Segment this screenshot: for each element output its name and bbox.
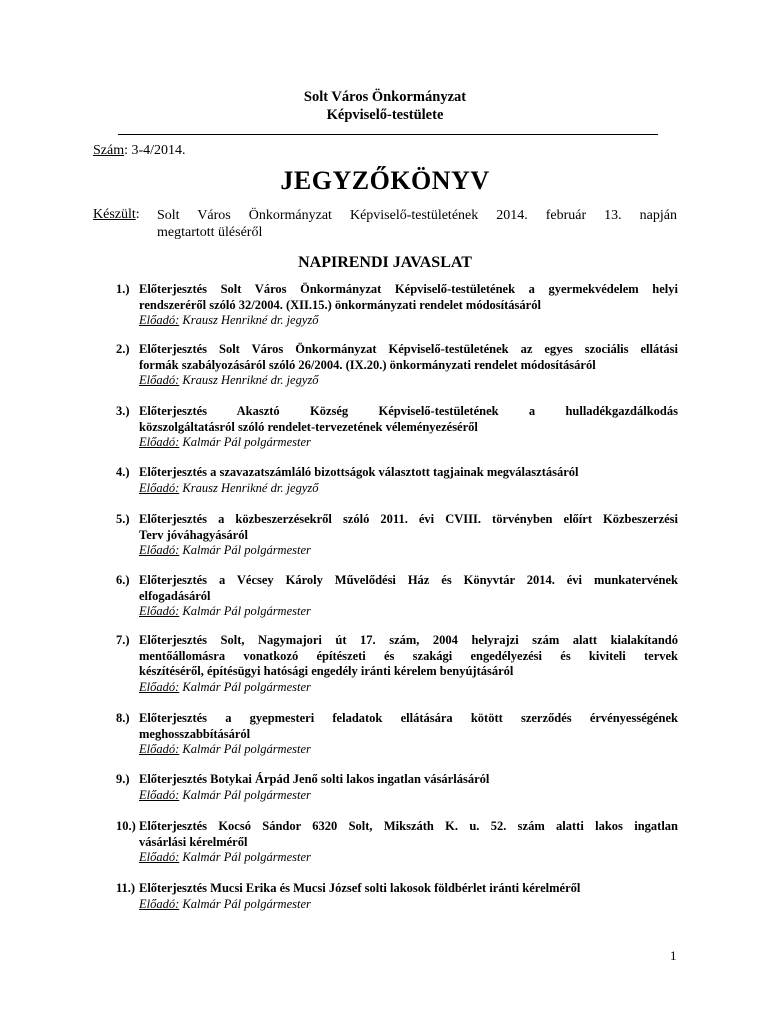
page-number: 1: [670, 948, 677, 963]
agenda-item: [116, 342, 678, 389]
agenda-item: [116, 282, 678, 329]
presenter-label: Előadó:: [139, 604, 180, 618]
presenter-label: Előadó:: [139, 742, 180, 756]
agenda-item-title-line: elfogadásáról: [139, 588, 211, 603]
agenda-item-presenter: [139, 680, 678, 696]
agenda-item-number: 11.): [116, 881, 136, 895]
agenda-item-title-line: készítéséről, építésügyi hatósági engedély iránti kérelem benyújtásáról: [139, 664, 514, 678]
agenda-item-title: [139, 711, 678, 742]
presenter-label: Előadó:: [139, 373, 180, 387]
agenda-item-title: [139, 633, 678, 680]
agenda-item-presenter: [139, 604, 678, 620]
agenda-item-number: 2.): [116, 342, 130, 356]
agenda-item-title: [139, 772, 678, 788]
presenter-label: Előadó:: [139, 679, 180, 694]
agenda-item-presenter: [139, 435, 678, 451]
presenter-name: Kalmár Pál polgármester: [182, 435, 311, 449]
agenda-item: [116, 711, 678, 758]
agenda-item-number: 10.): [116, 819, 136, 833]
agenda-item-title: [139, 881, 678, 897]
agenda-item-title: [139, 342, 678, 373]
presenter-name: Krausz Henrikné dr. jegyző: [182, 373, 319, 387]
agenda-item: [116, 573, 678, 620]
keszult-text: [157, 207, 677, 241]
agenda-heading: NAPIRENDI JAVASLAT: [298, 254, 472, 271]
presenter-name: Kalmár Pál polgármester: [182, 787, 311, 802]
agenda-item-title-line: vásárlási kérelméről: [139, 834, 248, 849]
agenda-item-title: [139, 404, 678, 435]
presenter-name: Kalmár Pál polgármester: [182, 679, 311, 694]
agenda-item-number: 4.): [116, 465, 130, 479]
agenda-item-number: 1.): [116, 282, 130, 296]
agenda-item-title-line: Előterjesztés Solt Város Önkormányzat Képviselő-testületének az egyes szociális ellátási: [139, 342, 678, 356]
agenda-item: [116, 465, 678, 496]
presenter-label: Előadó:: [139, 896, 180, 911]
presenter-label: Előadó:: [139, 313, 180, 327]
agenda-item-title: [139, 819, 678, 850]
agenda-item-title: [139, 573, 678, 604]
szam-value: : 3-4/2014.: [124, 143, 186, 158]
presenter-name: Krausz Henrikné dr. jegyző: [182, 480, 319, 495]
agenda-item-presenter: [139, 481, 678, 497]
header-divider: [118, 134, 658, 135]
agenda-item-title-line: Előterjesztés a Vécsey Károly Művelődési Ház és Könyvtár 2014. évi munkatervének: [139, 573, 678, 587]
szam-label: Szám: [93, 143, 125, 158]
agenda-item-presenter: [139, 897, 678, 913]
agenda-item-title-line: rendszeréről szóló 32/2004. (XII.15.) önkormányzati rendelet módosításáról: [139, 297, 541, 312]
agenda-item-title-line: Előterjesztés Mucsi Erika és Mucsi József solti lakosok földbérlet iránti kérelméről: [139, 881, 581, 895]
document-number: [93, 143, 186, 159]
agenda-item-number: 8.): [116, 711, 130, 725]
agenda-item-title: [139, 512, 678, 543]
presenter-name: Kalmár Pál polgármester: [182, 543, 311, 557]
agenda-item: [116, 819, 678, 866]
agenda-item-title-line: Előterjesztés Solt Város Önkormányzat Képviselő-testületének a gyermekvédelem helyi: [139, 282, 678, 296]
keszult-line: Solt Város Önkormányzat Képviselő-testületének 2014. február 13. napján: [157, 208, 677, 223]
presenter-label: Előadó:: [139, 787, 180, 802]
keszult-line: megtartott üléséről: [157, 225, 263, 240]
agenda-item: [116, 404, 678, 451]
presenter-label: Előadó:: [139, 850, 180, 864]
presenter-name: Kalmár Pál polgármester: [182, 850, 311, 864]
agenda-item-title-line: Előterjesztés Kocsó Sándor 6320 Solt, Mikszáth K. u. 52. szám alatti lakos ingatlan: [139, 819, 678, 833]
presenter-label: Előadó:: [139, 480, 180, 495]
agenda-item: [116, 881, 678, 912]
agenda-item-number: 7.): [116, 633, 130, 647]
presenter-label: Előadó:: [139, 543, 180, 557]
agenda-item-number: 6.): [116, 573, 130, 587]
agenda-item-title-line: Előterjesztés a gyepmesteri feladatok ellátására kötött szerződés érvényességének: [139, 711, 678, 725]
agenda-item-number: 5.): [116, 512, 130, 526]
agenda-item-presenter: [139, 850, 678, 866]
agenda-item-title-line: mentőállomásra vonatkozó építészeti és szakági engedélyezési és kiviteli tervek: [139, 648, 678, 663]
agenda-item-title-line: közszolgáltatásról szóló rendelet-tervezetének véleményezéséről: [139, 419, 478, 434]
agenda-item-title-line: Előterjesztés Solt, Nagymajori út 17. szám, 2004 helyrajzi szám alatt kialakítandó: [139, 633, 678, 647]
agenda-item-number: 3.): [116, 404, 130, 418]
agenda-item-number: 9.): [116, 772, 130, 786]
agenda-item-title-line: Előterjesztés a szavazatszámláló bizottságok választott tagjainak megválasztásáról: [139, 465, 579, 479]
document-title: JEGYZŐKÖNYV: [280, 166, 490, 195]
agenda-item-title: [139, 465, 678, 481]
agenda-item-title-line: Előterjesztés Botykai Árpád Jenő solti lakos ingatlan vásárlásáról: [139, 772, 490, 786]
presenter-name: Kalmár Pál polgármester: [182, 604, 311, 618]
agenda-item-presenter: [139, 313, 678, 329]
presenter-name: Kalmár Pál polgármester: [182, 896, 311, 911]
agenda-item: [116, 512, 678, 559]
agenda-item-title: [139, 282, 678, 313]
agenda-item-presenter: [139, 373, 678, 389]
agenda-item-title-line: Terv jóváhagyásáról: [139, 527, 248, 542]
agenda-item-presenter: [139, 543, 678, 559]
agenda-item: [116, 772, 678, 803]
agenda-item: [116, 633, 678, 695]
presenter-label: Előadó:: [139, 435, 180, 449]
agenda-item-title-line: Előterjesztés Akasztó Község Képviselő-testületének a hulladékgazdálkodás: [139, 404, 678, 418]
agenda-item-presenter: [139, 742, 678, 758]
keszult-label: Készült:: [93, 207, 140, 222]
agenda-item-title-line: formák szabályozásáról szóló 26/2004. (IX.20.) önkormányzati rendelet módosításáról: [139, 357, 596, 372]
org-body: Képviselő-testülete: [326, 107, 444, 123]
presenter-name: Krausz Henrikné dr. jegyző: [182, 313, 319, 327]
agenda-item-title-line: Előterjesztés a közbeszerzésekről szóló 2011. évi CVIII. törvényben előírt Közbeszerzési: [139, 512, 678, 526]
agenda-item-presenter: [139, 788, 678, 804]
agenda-item-title-line: meghosszabbításáról: [139, 726, 251, 741]
presenter-name: Kalmár Pál polgármester: [182, 742, 311, 756]
org-name: Solt Város Önkormányzat: [303, 89, 467, 105]
